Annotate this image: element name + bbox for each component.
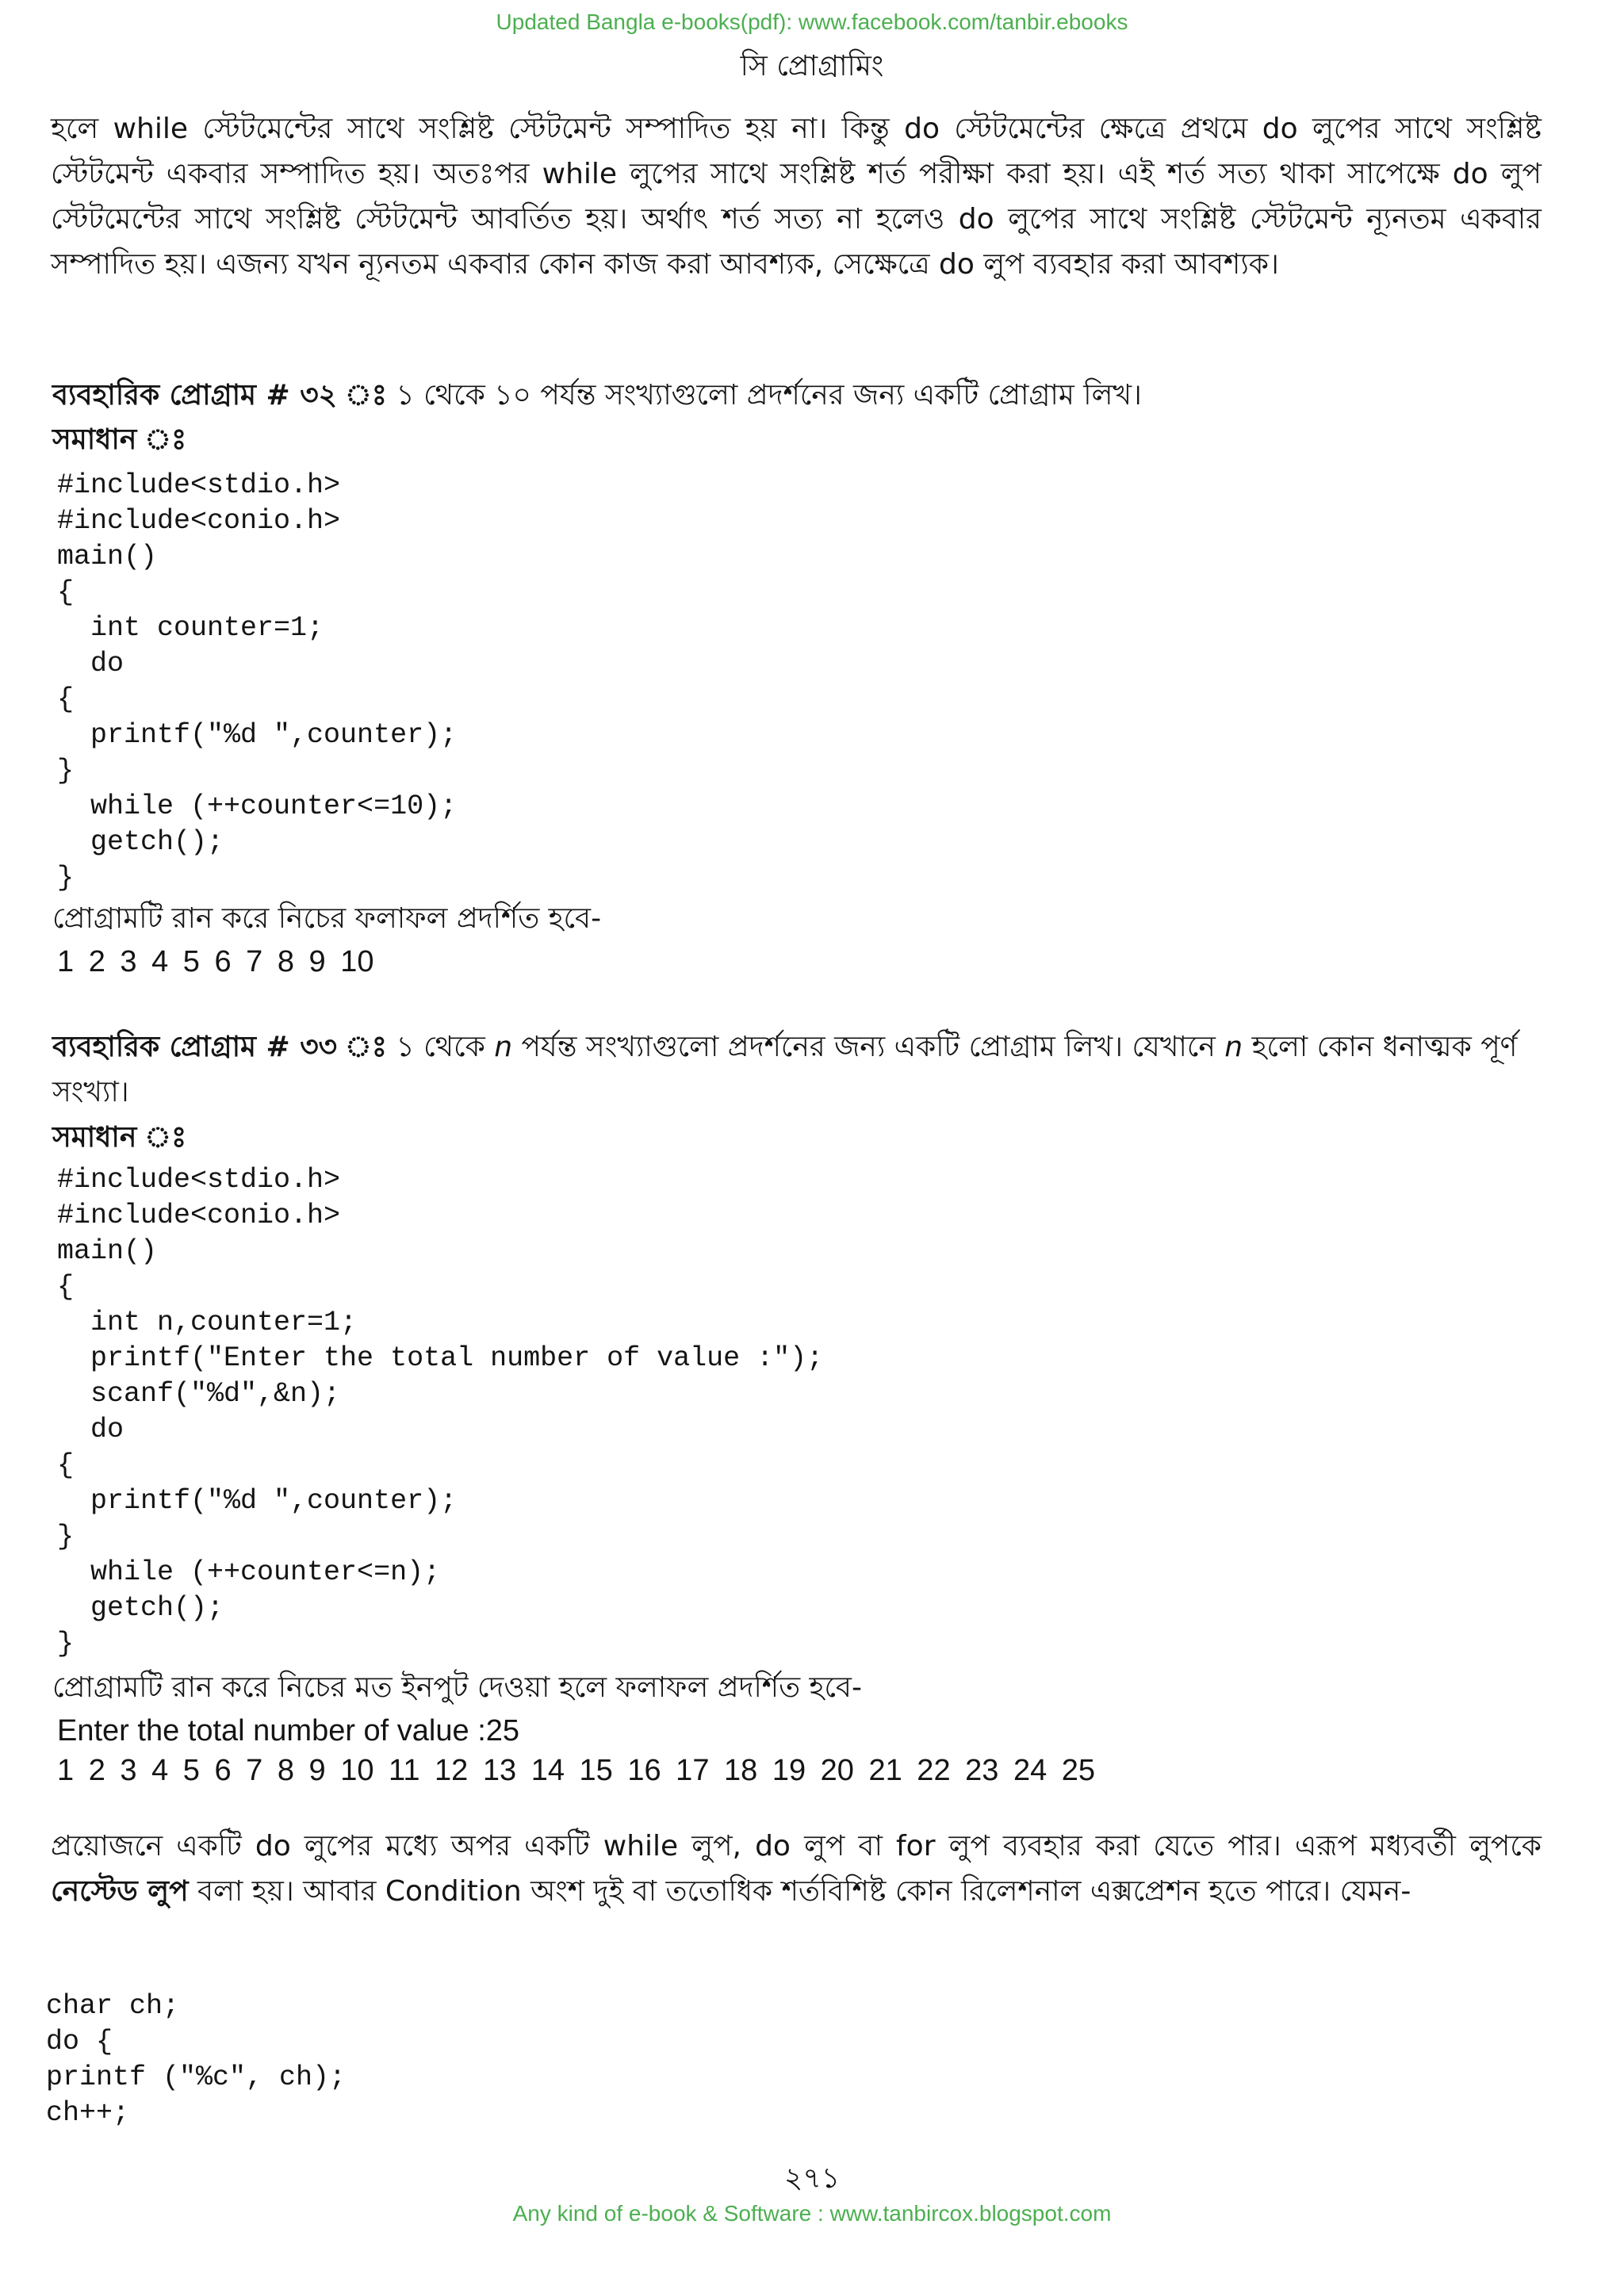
page-number: ২৭১: [783, 2162, 841, 2195]
program-33-output-line-1: Enter the total number of value :25: [57, 1714, 520, 1747]
bottom-watermark: Any kind of e-book & Software : www.tanbircox.blogspot.com: [512, 2201, 1112, 2226]
nested-text-b: বলা হয়। আবার Condition অংশ দুই বা ততোধিক শর্তবিশিষ্ট কোন রিলেশনাল এক্সপ্রেশন হতে পারে। যেমন-: [197, 1875, 1411, 1908]
program-33-heading: [52, 1024, 1543, 1115]
program-32-solution-label: সমাধান ঃ: [52, 423, 187, 456]
program-33-output-intro: প্রোগ্রামটি রান করে নিচের মত ইনপুট দেওয়া হলে ফলাফল প্রদর্শিত হবে-: [52, 1671, 862, 1704]
program-33-description-b: পর্যন্ত সংখ্যাগুলো প্রদর্শনের জন্য একটি প্রোগ্রাম লিখ। যেখানে: [521, 1031, 1216, 1063]
program-32-code: #include<stdio.h> #include<conio.h> main() { int counter=1; do { printf("%d ",counter); } while (++counter<=10); getch(); }: [57, 469, 458, 894]
nested-loop-term: নেস্টেড লুপ: [51, 1875, 189, 1908]
program-33-var-n-2: n: [1224, 1031, 1243, 1063]
program-33-solution-label: সমাধান ঃ: [52, 1121, 187, 1154]
nested-example-code: char ch; do { printf ("%c", ch); ch++;: [46, 1990, 347, 2129]
program-33-description-c: হলো কোন ধনাত্মক পূর্ণ সংখ্যা।: [52, 1031, 1518, 1108]
program-32-output-intro: প্রোগ্রামটি রান করে নিচের ফলাফল প্রদর্শিত হবে-: [52, 902, 602, 935]
program-33-label: ব্যবহারিক প্রোগ্রাম # ৩৩ ঃ: [52, 1031, 387, 1063]
intro-paragraph: হলে while স্টেটমেন্টের সাথে সংশ্লিষ্ট স্টেটমেন্ট সম্পাদিত হয় না। কিন্তু do স্টেটমেন্টের ক্ষেত্রে প্রথমে do লুপের সাথে সংশ্লিষ্ট স্টেটমেন্ট একবার সম্পাদিত হয়। অতঃপর while লুপের সাথে সংশ্লিষ্ট শর্ত পরীক্ষা করা হয়। এই শর্ত সত্য থাকা সাপেক্ষে do লুপ স্টেটমেন্টের সাথে সংশ্লিষ্ট স্টেটমেন্ট আবর্তিত হয়। অর্থাৎ শর্ত সত্য না হলেও do লুপের সাথে সংশ্লিষ্ট স্টেটমেন্ট ন্যূনতম একবার সম্পাদিত হয়। এজন্য যখন ন্যূনতম একবার কোন কাজ করা আবশ্যক, সেক্ষেত্রে do লুপ ব্যবহার করা আবশ্যক।: [51, 113, 1542, 281]
program-33-description-a: ১ থেকে: [396, 1031, 485, 1063]
program-32-label: ব্যবহারিক প্রোগ্রাম # ৩২ ঃ: [52, 379, 387, 412]
nested-loop-paragraph: [51, 1824, 1542, 1914]
nested-text-a: প্রয়োজনে একটি do লুপের মধ্যে অপর একটি while লুপ, do লুপ বা for লুপ ব্যবহার করা যেতে পার। এরূপ মধ্যবর্তী লুপকে: [51, 1830, 1542, 1862]
program-33-var-n: n: [494, 1031, 513, 1063]
program-32-heading: [52, 373, 1543, 418]
page-title: সি প্রোগ্রামিং: [740, 50, 884, 82]
top-watermark: Updated Bangla e-books(pdf): www.facebook.com/tanbir.ebooks: [496, 10, 1128, 34]
program-32-description: ১ থেকে ১০ পর্যন্ত সংখ্যাগুলো প্রদর্শনের জন্য একটি প্রোগ্রাম লিখ।: [396, 379, 1142, 412]
program-33-code: #include<stdio.h> #include<conio.h> main() { int n,counter=1; printf("Enter the total number of value :"); scanf("%d",&n); do { printf("%d ",counter); } while (++counter<=n); getch(); }: [57, 1164, 824, 1659]
program-32-output: 1 2 3 4 5 6 7 8 9 10: [57, 945, 374, 978]
program-33-output-line-2: 1 2 3 4 5 6 7 8 9 10 11 12 13 14 15 16 17 18 19 20 21 22 23 24 25: [57, 1754, 1096, 1787]
